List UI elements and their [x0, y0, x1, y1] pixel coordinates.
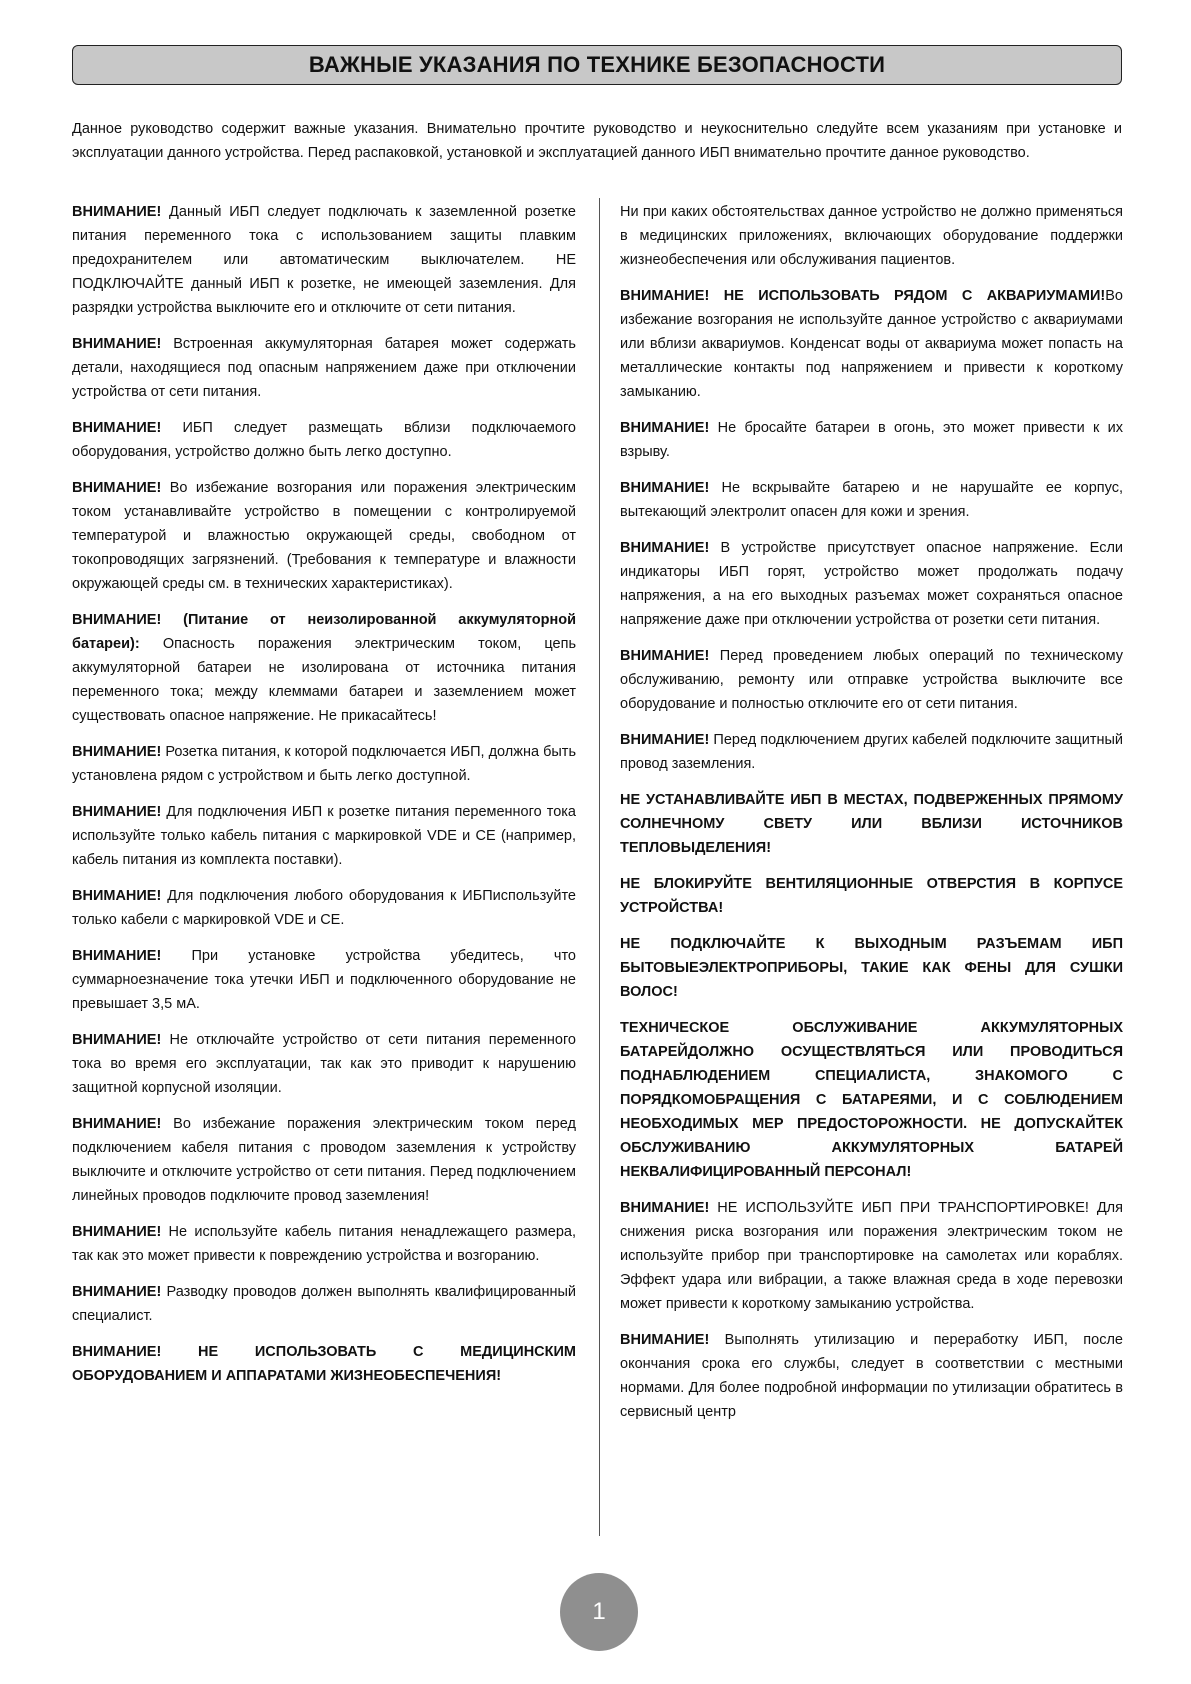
title-banner [72, 45, 1122, 85]
warning-lead: НЕ БЛОКИРУЙТЕ ВЕНТИЛЯЦИОННЫЕ ОТВЕРСТИЯ В КОРПУСЕ УСТРОЙСТВА! [620, 876, 1123, 916]
caps-warning-paragraph [620, 872, 1123, 920]
warning-paragraph [72, 1220, 576, 1268]
warning-lead: ТЕХНИЧЕСКОЕ ОБСЛУЖИВАНИЕ АККУМУЛЯТОРНЫХ БАТАРЕЙДОЛЖНО ОСУЩЕСТВЛЯТЬСЯ ИЛИ ПРОВОДИТЬСЯ ПОДНАБЛЮДЕНИЕМ СПЕЦИАЛИСТА, ЗНАКОМОГО С ПОРЯДКОМОБРАЩЕНИЯ С БАТАРЕЯМИ, И С СОБЛЮДЕНИЕМ НЕОБХОДИМЫХ МЕР ПРЕДОСТОРОЖНОСТИ. НЕ ДОПУСКАЙТЕК ОБСЛУЖИВАНИЮ АККУМУЛЯТОРНЫХ БАТАРЕЙ НЕКВАЛИФИЦИРОВАННЫЙ ПЕРСОНАЛ! [620, 1020, 1123, 1180]
warning-paragraph [72, 1340, 576, 1388]
warning-text: Во избежание возгорания или поражения электрическим током устанавливайте устройство в помещении с контролируемой температурой и влажностью окружающей среды, свободном от токопроводящих загрязнений. (Требования к температуре и влажности окружающей среды см. в технических характеристиках). [72, 480, 576, 592]
warning-text: Не вскрывайте батарею и не нарушайте ее корпус, вытекающий электролит опасен для кожи и зрения. [620, 480, 1123, 520]
warning-paragraph [72, 416, 576, 464]
warning-paragraph [620, 1328, 1123, 1424]
warning-text: Для подключения ИБП к розетке питания переменного тока используйте только кабель питания с маркировкой VDE и CE (например, кабель питания из комплекта поставки). [72, 804, 576, 868]
warning-lead: ВНИМАНИЕ! [72, 888, 162, 904]
warning-text: Перед подключением других кабелей подключите защитный провод заземления. [620, 732, 1123, 772]
caps-warning-paragraph [620, 788, 1123, 860]
warning-lead: ВНИМАНИЕ! [72, 204, 162, 220]
warning-lead: ВНИМАНИЕ! НЕ ИСПОЛЬЗОВАТЬ С МЕДИЦИНСКИМ ОБОРУДОВАНИЕМ И АППАРАТАМИ ЖИЗНЕОБЕСПЕЧЕНИЯ! [72, 1344, 576, 1384]
warning-lead: ВНИМАНИЕ! [620, 540, 710, 556]
warning-text: ИБП следует размещать вблизи подключаемого оборудования, устройство должно быть легко доступно. [72, 420, 576, 460]
warning-text: При установке устройства убедитесь, что суммарноезначение тока утечки ИБП и подключенного оборудование не превышает 3,5 мА. [72, 948, 576, 1012]
warning-lead: ВНИМАНИЕ! [72, 744, 162, 760]
warning-paragraph [72, 476, 576, 596]
intro-paragraph: Данное руководство содержит важные указания. Внимательно прочтите руководство и неукоснительно следуйте всем указаниям при установке и эксплуатации данного устройства. Перед распаковкой, установкой и эксплуатацией данного ИБП внимательно прочтите данное руководство. [72, 121, 1122, 161]
warning-paragraph [72, 1280, 576, 1328]
warning-paragraph [72, 200, 576, 320]
warning-lead: ВНИМАНИЕ! [620, 480, 710, 496]
warning-paragraph [72, 800, 576, 872]
warning-lead: ВНИМАНИЕ! [620, 1332, 710, 1348]
warning-lead: ВНИМАНИЕ! [72, 480, 162, 496]
warning-lead: ВНИМАНИЕ! [620, 420, 710, 436]
warning-text: Перед проведением любых операций по техническому обслуживанию, ремонту или отправке устройства выключите все оборудование и полностью отключите его от сети питания. [620, 648, 1123, 712]
page-number-badge [560, 1573, 638, 1651]
warning-lead: ВНИМАНИЕ! [72, 1284, 162, 1300]
caps-warning-paragraph [620, 1016, 1123, 1184]
warning-text: Опасность поражения электрическим током, цепь аккумуляторной батареи не изолирована от источника питания переменного тока; между клеммами батареи и заземлением может существовать опасное напряжение. Не прикасайтесь! [72, 636, 576, 724]
warning-paragraph [72, 884, 576, 932]
warning-text: Разводку проводов должен выполнять квалифицированный специалист. [72, 1284, 576, 1324]
warning-paragraph [620, 284, 1123, 404]
warning-text: НЕ ИСПОЛЬЗУЙТЕ ИБП ПРИ ТРАНСПОРТИРОВКЕ! Для снижения риска возгорания или поражения электрическим током не используйте прибор при транспортировке на самолетах или кораблях. Эффект удара или вибрации, а также влажная среда в ходе перевозки может привести к короткому замыканию устройства. [620, 1200, 1123, 1312]
warning-lead: ВНИМАНИЕ! [72, 948, 162, 964]
warning-lead: ВНИМАНИЕ! НЕ ИСПОЛЬЗОВАТЬ РЯДОМ С АКВАРИУМАМИ! [620, 288, 1106, 304]
warning-paragraph [620, 416, 1123, 464]
warning-lead: ВНИМАНИЕ! [72, 1032, 162, 1048]
warning-text: Выполнять утилизацию и переработку ИБП, после окончания срока его службы, следует в соответствии с местными нормами. Для более подробной информации по утилизации обратитесь в сервисный центр [620, 1332, 1123, 1420]
warning-paragraph [620, 728, 1123, 776]
warning-text: Во избежание поражения электрическим током перед подключением кабеля питания с проводом заземления к устройству выключите и отключите устройство от сети питания. Перед подключением линейных проводов подключите провод заземления! [72, 1116, 576, 1204]
warning-lead: НЕ ПОДКЛЮЧАЙТЕ К ВЫХОДНЫМ РАЗЪЕМАМ ИБП БЫТОВЫЕЭЛЕКТРОПРИБОРЫ, ТАКИЕ КАК ФЕНЫ ДЛЯ СУШКИ ВОЛОС! [620, 936, 1123, 1000]
warning-lead: НЕ УСТАНАВЛИВАЙТЕ ИБП В МЕСТАХ, ПОДВЕРЖЕННЫХ ПРЯМОМУ СОЛНЕЧНОМУ СВЕТУ ИЛИ ВБЛИЗИ ИСТОЧНИКОВ ТЕПЛОВЫДЕЛЕНИЯ! [620, 792, 1123, 856]
warning-lead: ВНИМАНИЕ! [72, 336, 162, 352]
warning-lead: ВНИМАНИЕ! [72, 1224, 162, 1240]
warning-paragraph [72, 332, 576, 404]
caps-warning-paragraph [620, 932, 1123, 1004]
warning-paragraph [72, 1028, 576, 1100]
warning-paragraph [620, 644, 1123, 716]
warning-text: Ни при каких обстоятельствах данное устройство не должно применяться в медицинских приложениях, включающих оборудование поддержки жизнеобеспечения или обслуживания пациентов. [620, 204, 1123, 268]
warning-lead: ВНИМАНИЕ! [620, 732, 710, 748]
warning-paragraph [72, 1112, 576, 1208]
warning-paragraph [72, 608, 576, 728]
warning-text: Во избежание возгорания не используйте данное устройство с аквариумами или вблизи аквариумов. Конденсат воды от аквариума может попасть на металлические контакты под напряжением и привести к короткому замыканию. [620, 288, 1123, 400]
warning-paragraph [72, 740, 576, 788]
warning-text: Встроенная аккумуляторная батарея может содержать детали, находящиеся под опасным напряжением даже при отключении устройства от сети питания. [72, 336, 576, 400]
column-divider [599, 198, 600, 1536]
warning-lead: ВНИМАНИЕ! [72, 420, 162, 436]
page-title: ВАЖНЫЕ УКАЗАНИЯ ПО ТЕХНИКЕ БЕЗОПАСНОСТИ [308, 52, 886, 77]
warning-paragraph [72, 944, 576, 1016]
warning-text: Не отключайте устройство от сети питания переменного тока во время его эксплуатации, так как это приводит к нарушению защитной корпусной изоляции. [72, 1032, 576, 1096]
warning-paragraph [620, 476, 1123, 524]
warning-lead: ВНИМАНИЕ! [72, 804, 162, 820]
warning-paragraph [620, 1196, 1123, 1316]
page-number: 1 [592, 1598, 606, 1625]
left-column [72, 200, 576, 1400]
warning-text: Не используйте кабель питания ненадлежащего размера, так как это может привести к повреждению устройства и возгоранию. [72, 1224, 576, 1264]
warning-text: Не бросайте батареи в огонь, это может привести к их взрыву. [620, 420, 1123, 460]
warning-text: В устройстве присутствует опасное напряжение. Если индикаторы ИБП горят, устройство может продолжать подачу напряжения, а на его выходных разъемах может сохраняться опасное напряжение даже при отключении устройства от розетки сети питания. [620, 540, 1123, 628]
warning-paragraph [620, 200, 1123, 272]
right-column [620, 200, 1123, 1436]
warning-lead: ВНИМАНИЕ! [72, 1116, 162, 1132]
warning-lead: ВНИМАНИЕ! [620, 648, 710, 664]
warning-paragraph [620, 536, 1123, 632]
warning-text: Данный ИБП следует подключать к заземленной розетке питания переменного тока с использованием защиты плавким предохранителем или автоматическим выключателем. НЕ ПОДКЛЮЧАЙТЕ данный ИБП к розетке, не имеющей заземления. Для разрядки устройства выключите его и отключите от сети питания. [72, 204, 576, 316]
warning-text: Для подключения любого оборудования к ИБПиспользуйте только кабели с маркировкой VDE и CE. [72, 888, 576, 928]
warning-text: Розетка питания, к которой подключается ИБП, должна быть установлена рядом с устройством и быть легко доступной. [72, 744, 576, 784]
warning-lead: ВНИМАНИЕ! [620, 1200, 710, 1216]
warning-lead: ВНИМАНИЕ! (Питание от неизолированной аккумуляторной батареи): [72, 612, 576, 652]
